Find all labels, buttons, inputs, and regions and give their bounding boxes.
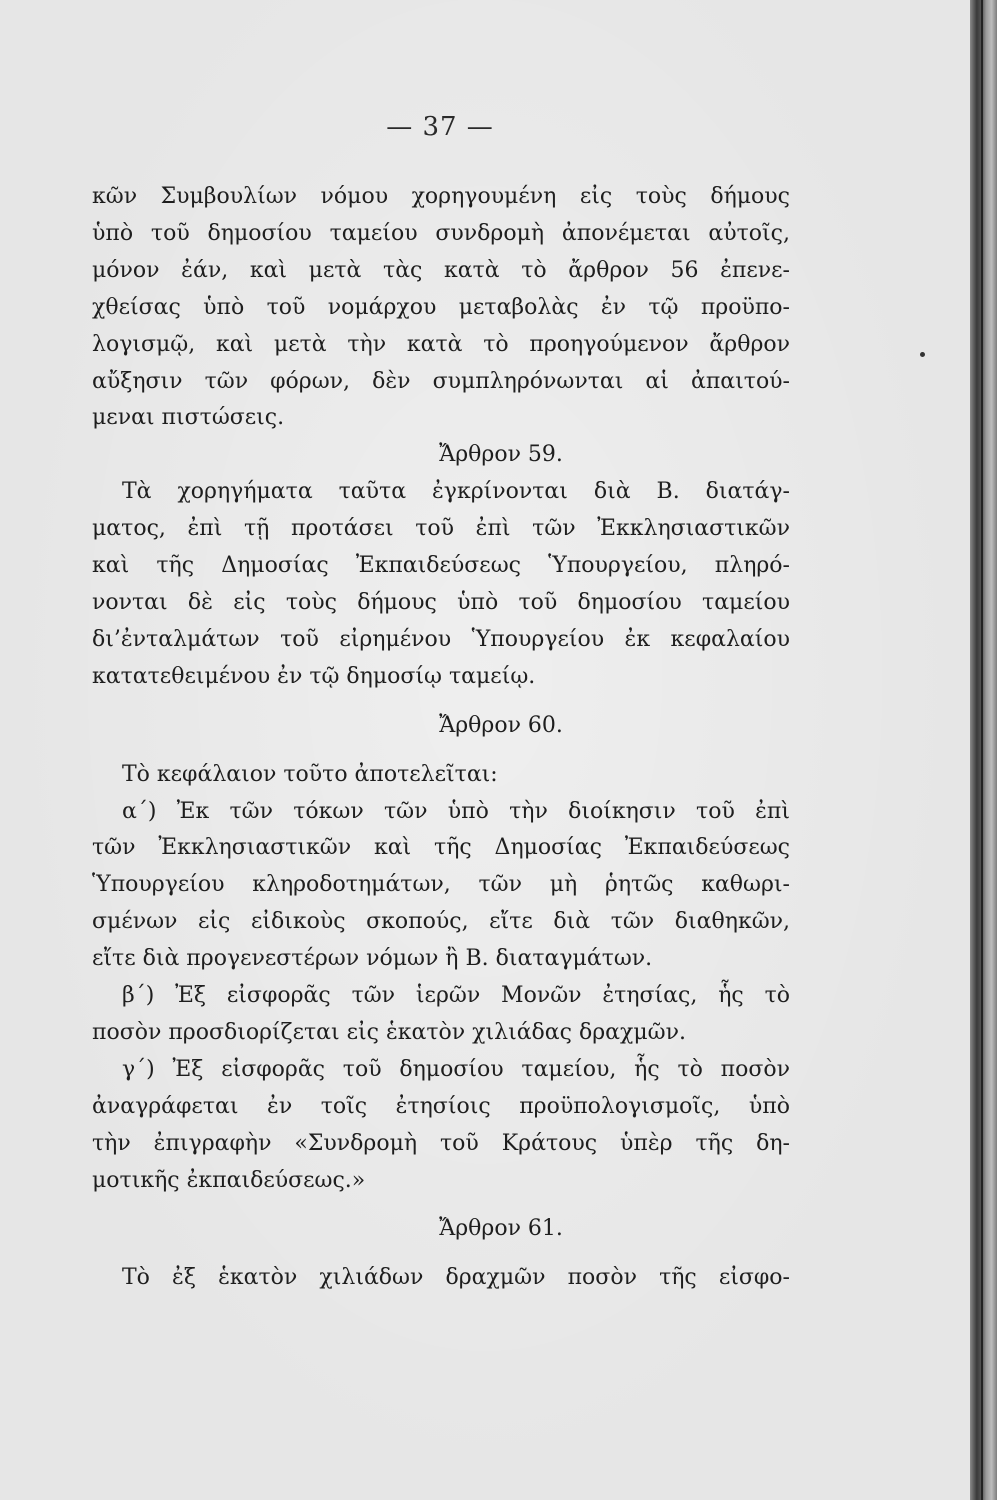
text-line: Τὰ χορηγήματα ταῦτα ἐγκρίνονται διὰ Β. διατάγ- [122, 479, 790, 505]
text-line: γ΄) Ἐξ εἰσφορᾶς τοῦ δημοσίου ταμείου, ἧς τὸ ποσὸν [122, 1056, 790, 1082]
text-line: μοτικῆς ἐκπαιδεύσεως.» [92, 1167, 366, 1193]
text-line: β΄) Ἐξ εἰσφορᾶς τῶν ἱερῶν Μονῶν ἐτησίας, ἧς τὸ [122, 983, 790, 1009]
text-line: σμένων εἰς εἰδικοὺς σκοπούς, εἴτε διὰ τῶν διαθηκῶν, [92, 909, 790, 935]
text-line: Τὸ κεφάλαιον τοῦτο ἀποτελεῖται: [122, 761, 498, 787]
text-line: Τὸ ἐξ ἑκατὸν χιλιάδων δραχμῶν ποσὸν τῆς εἰσφο- [122, 1265, 790, 1291]
text-line: κῶν Συμβουλίων νόμου χορηγουμένη εἰς τοὺς δήμους [92, 184, 790, 209]
text-line: τῶν Ἐκκλησιαστικῶν καὶ τῆς Δημοσίας Ἐκπαιδεύσεως [92, 835, 790, 861]
text-line: χθείσας ὑπὸ τοῦ νομάρχου μεταβολὰς ἐν τῷ προϋπο- [92, 294, 790, 320]
book-spine-edge [970, 0, 997, 1500]
article-59-heading: Ἄρθρον 59. [439, 442, 563, 468]
article-60-heading: Ἄρθρον 60. [439, 712, 563, 738]
text-line: ματος, ἐπὶ τῇ προτάσει τοῦ ἐπὶ τῶν Ἐκκλησιαστικῶν [92, 516, 790, 542]
text-line: μεναι πιστώσεις. [92, 405, 285, 431]
text-line: Ὑπουργείου κληροδοτημάτων, τῶν μὴ ῥητῶς καθωρι- [92, 872, 790, 898]
text-line: ὑπὸ τοῦ δημοσίου ταμείου συνδρομὴ ἀπονέμεται αὐτοῖς, [92, 220, 790, 246]
book-spine-line [981, 0, 983, 1500]
text-line: καὶ τῆς Δημοσίας Ἐκπαιδεύσεως Ὑπουργείου, πληρό- [92, 553, 790, 579]
text-line: α΄) Ἐκ τῶν τόκων τῶν ὑπὸ τὴν διοίκησιν τοῦ ἐπὶ [122, 798, 790, 824]
text-line: ποσὸν προσδιορίζεται εἰς ἑκατὸν χιλιάδας δραχμῶν. [92, 1019, 686, 1045]
article-61-heading: Ἄρθρον 61. [439, 1216, 563, 1242]
body-text [92, 179, 790, 1297]
text-line: λογισμῷ, καὶ μετὰ τὴν κατὰ τὸ προηγούμενον ἄρθρον [92, 331, 790, 357]
page-number: — 37 — [386, 112, 494, 142]
text-line: τὴν ἐπιγραφὴν «Συνδρομὴ τοῦ Κράτους ὑπὲρ τῆς δη- [92, 1130, 790, 1156]
text-line: ἀναγράφεται ἐν τοῖς ἐτησίοις προϋπολογισμοῖς, ὑπὸ [92, 1093, 790, 1119]
text-line: κατατεθειμένου ἐν τῷ δημοσίῳ ταμείῳ. [92, 663, 536, 689]
text-line: μόνον ἐάν, καὶ μετὰ τὰς κατὰ τὸ ἄρθρον 56 ἐπενε- [92, 257, 790, 283]
text-line: δι’ἐνταλμάτων τοῦ εἰρημένου Ὑπουργείου ἐκ κεφαλαίου [92, 626, 790, 652]
ink-speck [920, 352, 925, 357]
text-line: αὔξησιν τῶν φόρων, δὲν συμπληρόνωνται αἱ ἀπαιτού- [92, 368, 790, 394]
text-line: νονται δὲ εἰς τοὺς δήμους ὑπὸ τοῦ δημοσίου ταμείου [92, 589, 790, 615]
text-line: εἴτε διὰ προγενεστέρων νόμων ἢ Β. διαταγμάτων. [92, 946, 653, 972]
